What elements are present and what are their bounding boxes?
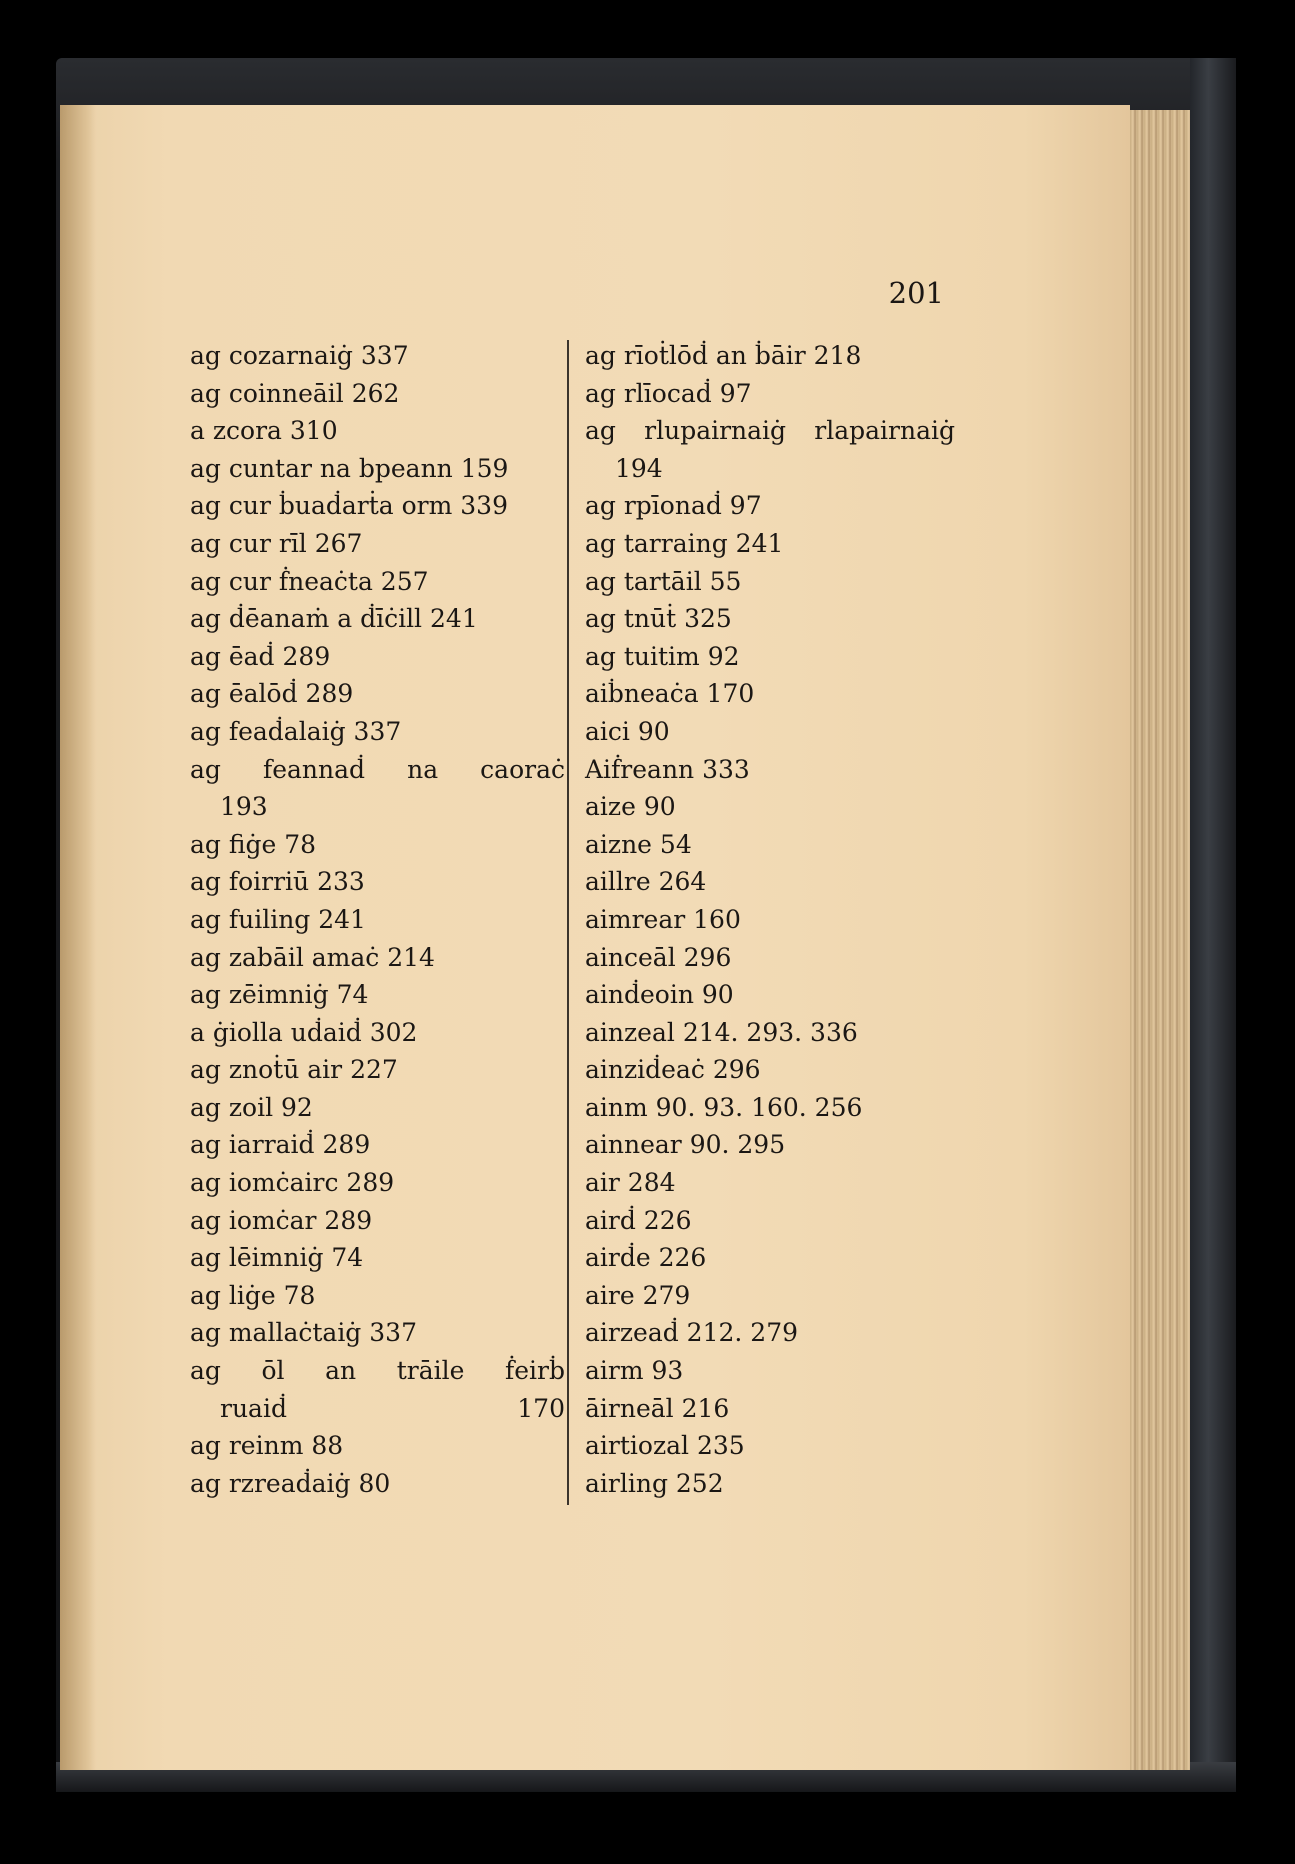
index-entry-text: airḋ 226 — [585, 1205, 692, 1235]
index-entry — [190, 563, 565, 601]
index-column-right — [585, 337, 955, 1502]
index-entry-text: ag ēaḋ 289 — [190, 641, 331, 671]
index-entry — [585, 375, 955, 413]
index-entry — [585, 1014, 955, 1052]
index-entry — [585, 751, 955, 789]
index-entry-text: ag zoil 92 — [190, 1092, 313, 1122]
index-entry — [585, 1314, 955, 1352]
index-entry — [585, 563, 955, 601]
sleeve-edge-right — [1190, 58, 1236, 1788]
index-entry-text: ag rīoṫlōḋ an ḃāir 218 — [585, 341, 862, 370]
index-entry-continuation: ruaiḋ 170 — [220, 1393, 565, 1423]
index-entry — [585, 1239, 955, 1277]
index-entry — [190, 939, 565, 977]
index-entry-text: airzeaḋ 212. 279 — [585, 1318, 799, 1348]
index-entry-text: aimrear 160 — [585, 904, 741, 934]
index-entry — [190, 1051, 565, 1089]
index-entry — [585, 1465, 955, 1503]
page-gutter-shadow — [60, 105, 96, 1770]
index-entry — [190, 976, 565, 1014]
index-entry — [190, 1202, 565, 1240]
index-entry-text: airm 93 — [585, 1356, 684, 1386]
index-entry-text: ag lēimniġ 74 — [190, 1243, 364, 1273]
index-entry — [585, 525, 955, 563]
index-entry-text: ag cur rīl 267 — [190, 528, 363, 558]
index-entry — [190, 375, 565, 413]
index-entry-text: ag cuntar na bpeann 159 — [190, 453, 509, 483]
index-entry-text: ag tarraing 241 — [585, 528, 784, 558]
index-entry-text: ag feannaḋ na caoraċ — [190, 754, 565, 784]
index-entry — [190, 713, 565, 751]
index-entry-text: aici 90 — [585, 716, 670, 746]
index-entry-text: aize 90 — [585, 792, 676, 822]
index-entry-text: ainzeal 214. 293. 336 — [585, 1017, 858, 1047]
index-column-left — [190, 337, 565, 1502]
index-entry-text: airḋe 226 — [585, 1243, 707, 1273]
index-entry-text: ag ōl an trāile ḟeirḃ — [190, 1356, 565, 1386]
index-entry-text: ag foirriū 233 — [190, 867, 365, 897]
index-entry — [190, 1164, 565, 1202]
index-entry — [190, 1314, 565, 1352]
index-entry-text: ag iomċairc 289 — [190, 1168, 395, 1198]
index-entry — [585, 826, 955, 864]
index-entry — [585, 337, 955, 375]
index-entry — [190, 1239, 565, 1277]
index-entry — [190, 1352, 565, 1427]
index-entry — [585, 901, 955, 939]
index-entry — [190, 525, 565, 563]
index-entry-text: aiḃneaċa 170 — [585, 679, 755, 709]
index-entry-text: ag iomċar 289 — [190, 1205, 373, 1235]
index-entry-text: airling 252 — [585, 1468, 724, 1498]
index-entry-text: ag rpīonaḋ 97 — [585, 491, 762, 521]
index-entry-text: ag feaḋalaiġ 337 — [190, 716, 402, 746]
index-entry-text: ag cozarnaiġ 337 — [190, 341, 409, 370]
index-entry-text: ag liġe 78 — [190, 1280, 316, 1310]
index-entry-text: a ġiolla uḋaiḋ 302 — [190, 1017, 418, 1047]
index-entry — [190, 450, 565, 488]
index-entry-text: ag tartāil 55 — [585, 566, 742, 596]
index-entry-text: ag mallaċtaiġ 337 — [190, 1318, 417, 1348]
index-entry-text: aillre 264 — [585, 867, 707, 897]
index-entry-text: ag ēalōḋ 289 — [190, 679, 354, 709]
index-entry-text: ag rzreaḋaiġ 80 — [190, 1468, 391, 1498]
index-entry-text: air 284 — [585, 1168, 676, 1198]
index-entry-text: ag znoṫū air 227 — [190, 1055, 398, 1085]
index-entry-text: āirneāl 216 — [585, 1393, 730, 1423]
index-entry — [585, 487, 955, 525]
index-entry — [585, 1051, 955, 1089]
index-entry — [190, 901, 565, 939]
index-entry-text: ag cur ḟneaċta 257 — [190, 566, 429, 596]
index-entry-continuation: 194 — [615, 453, 663, 483]
index-entry — [190, 337, 565, 375]
index-entry-text: airtiozal 235 — [585, 1431, 745, 1461]
index-entry — [585, 1277, 955, 1315]
index-entry — [585, 412, 955, 487]
index-entry — [585, 1390, 955, 1428]
index-entry-text: ag coinneāil 262 — [190, 378, 400, 408]
index-entry-text: Aiḟreann 333 — [585, 754, 750, 784]
index-entry — [585, 1126, 955, 1164]
index-entry — [190, 1089, 565, 1127]
index-entry-text: ainm 90. 93. 160. 256 — [585, 1092, 863, 1122]
index-entry — [190, 675, 565, 713]
index-entry — [190, 751, 565, 826]
index-entry — [585, 675, 955, 713]
index-entry — [585, 600, 955, 638]
index-entry — [190, 600, 565, 638]
index-entry — [585, 638, 955, 676]
index-entry-text: ainziḋeaċ 296 — [585, 1055, 761, 1085]
index-entry-text: ag fiġe 78 — [190, 829, 317, 859]
index-entry — [585, 863, 955, 901]
index-entry-continuation: 193 — [220, 792, 268, 822]
index-entry-text: ag zēimniġ 74 — [190, 980, 369, 1010]
index-entry — [585, 1202, 955, 1240]
index-entry-text: ainḋeoin 90 — [585, 980, 734, 1010]
page-number: 201 — [888, 276, 944, 310]
index-entry — [190, 1277, 565, 1315]
index-entry — [190, 412, 565, 450]
column-divider — [567, 340, 569, 1505]
index-entry — [585, 788, 955, 826]
index-entry — [190, 863, 565, 901]
index-entry-text: ag zabāil amaċ 214 — [190, 942, 435, 972]
index-entry — [190, 487, 565, 525]
index-entry-text: ainceāl 296 — [585, 942, 732, 972]
index-entry-text: ainnear 90. 295 — [585, 1130, 786, 1160]
index-entry-text: ag rlupairnaiġ rlapairnaiġ — [585, 416, 955, 446]
index-entry — [585, 939, 955, 977]
index-entry-text: aizne 54 — [585, 829, 692, 859]
index-entry — [585, 1164, 955, 1202]
index-entry-text: ag tnūṫ 325 — [585, 604, 732, 634]
index-entry — [190, 1427, 565, 1465]
index-entry — [585, 976, 955, 1014]
index-entry — [585, 713, 955, 751]
index-entry-text: ag ḋēanaṁ a ḋīċill 241 — [190, 604, 478, 634]
index-entry-text: ag tuitim 92 — [585, 641, 740, 671]
index-entry — [585, 1427, 955, 1465]
index-entry-text: ag iarraiḋ 289 — [190, 1130, 371, 1160]
index-entry-text: ag fuiling 241 — [190, 904, 366, 934]
index-entry — [585, 1352, 955, 1390]
index-entry — [190, 1014, 565, 1052]
index-entry — [585, 1089, 955, 1127]
index-entry — [190, 1465, 565, 1503]
index-entry — [190, 826, 565, 864]
index-entry — [190, 638, 565, 676]
index-entry-text: ag rlīocaḋ 97 — [585, 378, 752, 408]
index-entry-text: aire 279 — [585, 1280, 691, 1310]
index-entry — [190, 1126, 565, 1164]
index-entry-text: a zcora 310 — [190, 416, 338, 446]
index-entry-text: ag reinm 88 — [190, 1431, 344, 1461]
page-block-edge — [1130, 110, 1190, 1770]
index-entry-text: ag cur ḃuaḋarṫa orm 339 — [190, 491, 508, 521]
